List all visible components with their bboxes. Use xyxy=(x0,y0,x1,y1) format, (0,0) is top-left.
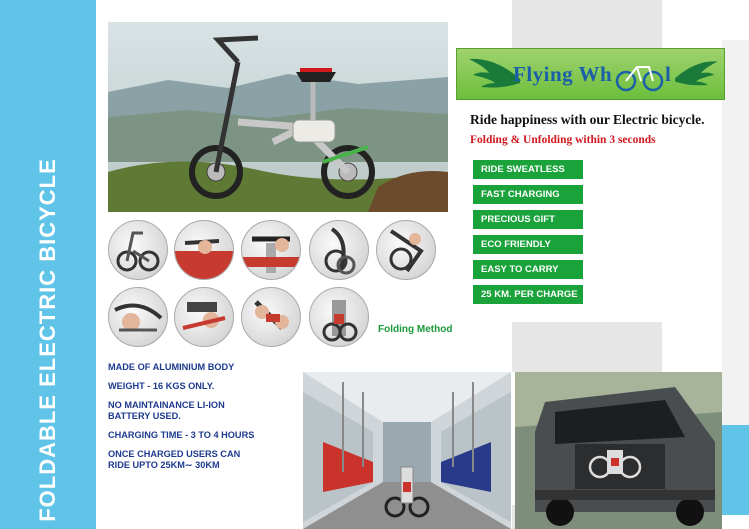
logo-bicycle-icon xyxy=(615,55,665,95)
folding-step-7-photo xyxy=(174,287,234,347)
train-interior-photo xyxy=(303,372,511,529)
right-blue-strip xyxy=(722,425,749,515)
tagline: Ride happiness with our Electric bicycle. xyxy=(470,112,705,127)
folding-step-2-photo xyxy=(174,220,234,280)
spec-list xyxy=(108,362,298,479)
hero-bicycle-illustration xyxy=(108,22,448,212)
feature-easy-to-carry: EASY TO CARRY xyxy=(473,260,583,279)
folding-subline: Folding & Unfolding within 3 seconds xyxy=(470,134,656,146)
folding-step-1-photo xyxy=(108,220,168,280)
feature-eco-friendly: ECO FRIENDLY xyxy=(473,235,583,254)
right-edge-strip xyxy=(722,40,749,460)
folding-step-4-photo xyxy=(309,220,369,280)
side-title-text: FOLDABLE ELECTRIC BICYCLE xyxy=(35,158,60,522)
hero-bicycle-photo xyxy=(108,22,448,212)
folding-step-6-photo xyxy=(108,287,168,347)
right-wing-icon xyxy=(671,49,721,99)
grey-column-mid xyxy=(512,322,662,372)
folding-step-9-photo xyxy=(309,287,369,347)
logo-text: Flying Wh xyxy=(513,62,613,86)
feature-list xyxy=(473,160,583,310)
grey-column-top xyxy=(512,0,662,48)
feature-ride-sweatless: RIDE SWEATLESS xyxy=(473,160,583,179)
spec-weight: WEIGHT - 16 KGS ONLY. xyxy=(108,381,215,391)
spec-range: ONCE CHARGED USERS CAN RIDE UPTO 25KM∼ 30KM xyxy=(108,449,241,470)
flying-wheel-logo xyxy=(456,48,725,100)
spec-battery: NO MAINTAINANCE LI-ION BATTERY USED. xyxy=(108,400,225,421)
folding-method-label: Folding Method xyxy=(378,324,453,335)
folding-step-3-photo xyxy=(241,220,301,280)
feature-fast-charging: FAST CHARGING xyxy=(473,185,583,204)
feature-precious-gift: PRECIOUS GIFT xyxy=(473,210,583,229)
spec-body: MADE OF ALUMINIUM BODY xyxy=(108,362,235,372)
feature-range: 25 KM. PER CHARGE xyxy=(473,285,583,304)
folding-step-5-photo xyxy=(376,220,436,280)
logo-text-suffix: l xyxy=(665,62,672,86)
spec-charging-time: CHARGING TIME - 3 TO 4 HOURS xyxy=(108,430,255,440)
folding-step-8-photo xyxy=(241,287,301,347)
car-trunk-photo xyxy=(515,372,722,529)
